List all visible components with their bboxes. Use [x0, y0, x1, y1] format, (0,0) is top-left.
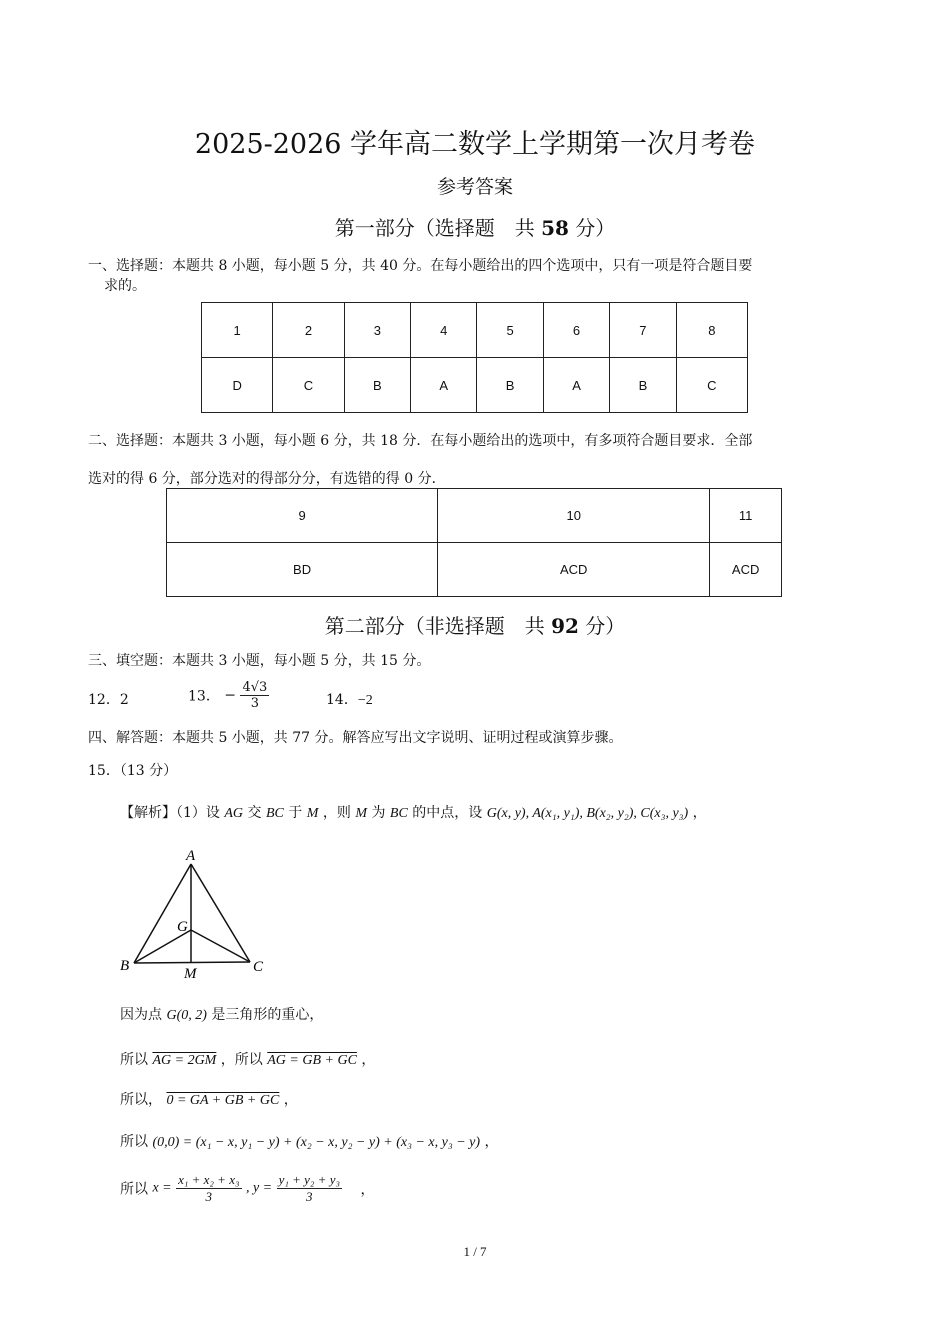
q15-title: 15．（13 分） [88, 763, 178, 779]
q-answer-cell-1: BD [167, 543, 438, 597]
triangle-figure [110, 842, 280, 982]
edge-ac [191, 864, 250, 962]
q-answer-cell-4: A [411, 358, 477, 413]
q-answer-cell-7: B [610, 358, 676, 413]
q13-denominator: 3 [250, 696, 260, 711]
q-number-cell-2: 2 [273, 303, 344, 358]
part2-heading: 第二部分（非选择题 共 92 分） [324, 614, 626, 638]
section3-intro: 三、填空题：本题共 3 小题，每小题 5 分，共 15 分。 [88, 653, 431, 669]
edge-ab [134, 864, 191, 963]
q-number-cell-1: 1 [202, 303, 273, 358]
q-number-cell-1: 9 [167, 489, 438, 543]
q-answer-cell-3: B [344, 358, 410, 413]
q-answer-cell-6: A [543, 358, 609, 413]
section2-intro: 二、选择题：本题共 3 小题，每小题 6 分，共 18 分．在每小题给出的选项中，有多项符合题目要求．全部 选对的得 6 分，部分选对的得部分分，有选错的得 0 分． [88, 433, 753, 487]
section4-intro: 四、解答题：本题共 5 小题，共 77 分。解答应写出文字说明、证明过程或演算步骤。 [88, 730, 623, 746]
q-number-cell-3: 3 [344, 303, 410, 358]
q14-answer: 14．−2 [326, 692, 373, 708]
solution-line-3: 所以 AG = 2GM ，所以 AG = GB + GC ， [120, 1052, 376, 1068]
q-number-cell-4: 4 [411, 303, 477, 358]
q-answer-cell-1: D [202, 358, 273, 413]
label-b: B [120, 958, 130, 974]
q-number-cell-2: 10 [438, 489, 710, 543]
q-number-cell-3: 11 [710, 489, 782, 543]
part1-heading: 第一部分（选择题 共 58 分） [334, 216, 616, 240]
q-answer-cell-2: ACD [438, 543, 710, 597]
q13-numerator: 4√3 [242, 680, 268, 695]
q13-answer: 13． − $\frac{4√3}{3}$ [188, 680, 268, 711]
part2-score: 92 [551, 614, 579, 638]
label-a: A [186, 848, 196, 864]
label-m: M [184, 966, 197, 982]
table-row [202, 303, 748, 358]
page-subtitle: 参考答案 [436, 176, 513, 198]
q-number-cell-6: 6 [543, 303, 609, 358]
q-number-cell-7: 7 [610, 303, 676, 358]
section2-answer-table [166, 488, 782, 597]
q-number-cell-5: 5 [477, 303, 543, 358]
solution-line-6: 所以 x = $\frac{\text{x₁ + x₂ + x₃}}{3}$ , y = $\frac{\text{y₁ + y₂ + y₃}}{3}$ ， [120, 1172, 375, 1204]
table-row [167, 543, 782, 597]
solution-line-2: 因为点 G(0, 2) 是三角形的重心， [120, 1007, 324, 1023]
solution-line-4: 所以， 0 = GA + GB + GC ， [120, 1092, 298, 1108]
q-answer-cell-5: B [477, 358, 543, 413]
section1-intro: 一、选择题：本题共 8 小题，每小题 5 分，共 40 分。在每小题给出的四个选项中，只有一项是符合题目要 求的。 [88, 258, 753, 294]
q12-answer: 12．2 [88, 692, 129, 708]
label-c: C [253, 959, 264, 975]
q-answer-cell-8: C [676, 358, 747, 413]
part1-score: 58 [541, 216, 569, 240]
table-row [167, 489, 782, 543]
solution-line-5: 所以 (0,0) = (x₁ − x, y₁ − y) + (x₂ − x, y₂ − y) + (x₃ − x, y₃ − y) ， [120, 1134, 499, 1150]
q-answer-cell-2: C [273, 358, 344, 413]
q-number-cell-8: 8 [676, 303, 747, 358]
label-g: G [177, 919, 188, 935]
table-row [202, 358, 748, 413]
page-number: 1 / 7 [463, 1244, 487, 1259]
edge-bc [134, 962, 250, 963]
q-answer-cell-3: ACD [710, 543, 782, 597]
section1-answer-table [201, 302, 748, 413]
page-title: 2025-2026 学年高二数学上学期第一次月考卷 [194, 129, 756, 160]
solution-line-1: 【解析】（1）设 AG 交 BC 于 M ，则 M 为 BC 的中点，设 G(x, y), A(x₁, y₁), B(x₂, y₂), C(x₃, y₃) ， [120, 805, 707, 821]
